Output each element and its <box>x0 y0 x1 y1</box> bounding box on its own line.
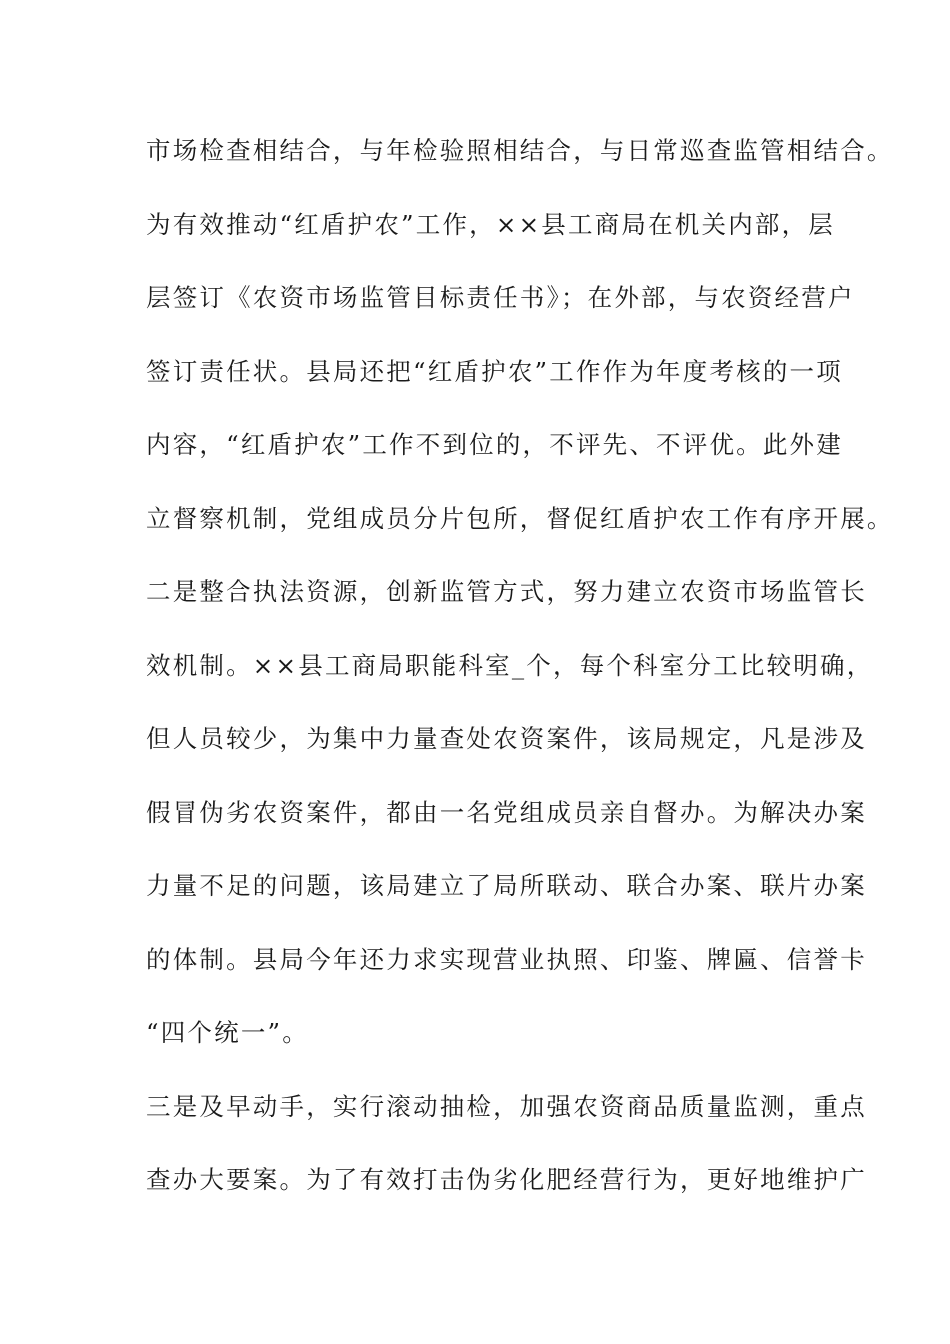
body-text <box>146 128 894 1231</box>
text-line: 内容，“红盾护农”工作不到位的，不评先、不评优。此外建 <box>146 430 843 459</box>
text-line: “四个统一”。 <box>146 1018 309 1047</box>
text-line: 为有效推动“红盾护农”工作，××县工商局在机关内部，层 <box>146 209 836 239</box>
text-line: 效机制。××县工商局职能科室_个，每个科室分工比较明确， <box>146 650 874 680</box>
text-line: 查办大要案。为了有效打击伪劣化肥经营行为，更好地维护广 <box>146 1165 867 1194</box>
text-line: 市场检查相结合，与年检验照相结合，与日常巡查监管相结合。 <box>146 136 894 165</box>
text-line: 签订责任状。县局还把“红盾护农”工作作为年度考核的一项 <box>146 356 843 386</box>
text-line: 力量不足的问题，该局建立了局所联动、联合办案、联片办案 <box>146 871 867 900</box>
text-line: 三是及早动手，实行滚动抽检，加强农资商品质量监测，重点 <box>146 1091 867 1121</box>
text-line: 二是整合执法资源，创新监管方式，努力建立农资市场监管长 <box>146 577 867 606</box>
text-line: 但人员较少，为集中力量查处农资案件，该局规定，凡是涉及 <box>146 724 867 753</box>
text-line: 假冒伪劣农资案件，都由一名党组成员亲自督办。为解决办案 <box>146 797 867 827</box>
text-line: 层签订《农资市场监管目标责任书》；在外部，与农资经营户 <box>146 283 855 312</box>
text-line: 立督察机制，党组成员分片包所，督促红盾护农工作有序开展。 <box>146 503 894 533</box>
text-line: 的体制。县局今年还力求实现营业执照、印鉴、牌匾、信誉卡 <box>146 944 867 974</box>
